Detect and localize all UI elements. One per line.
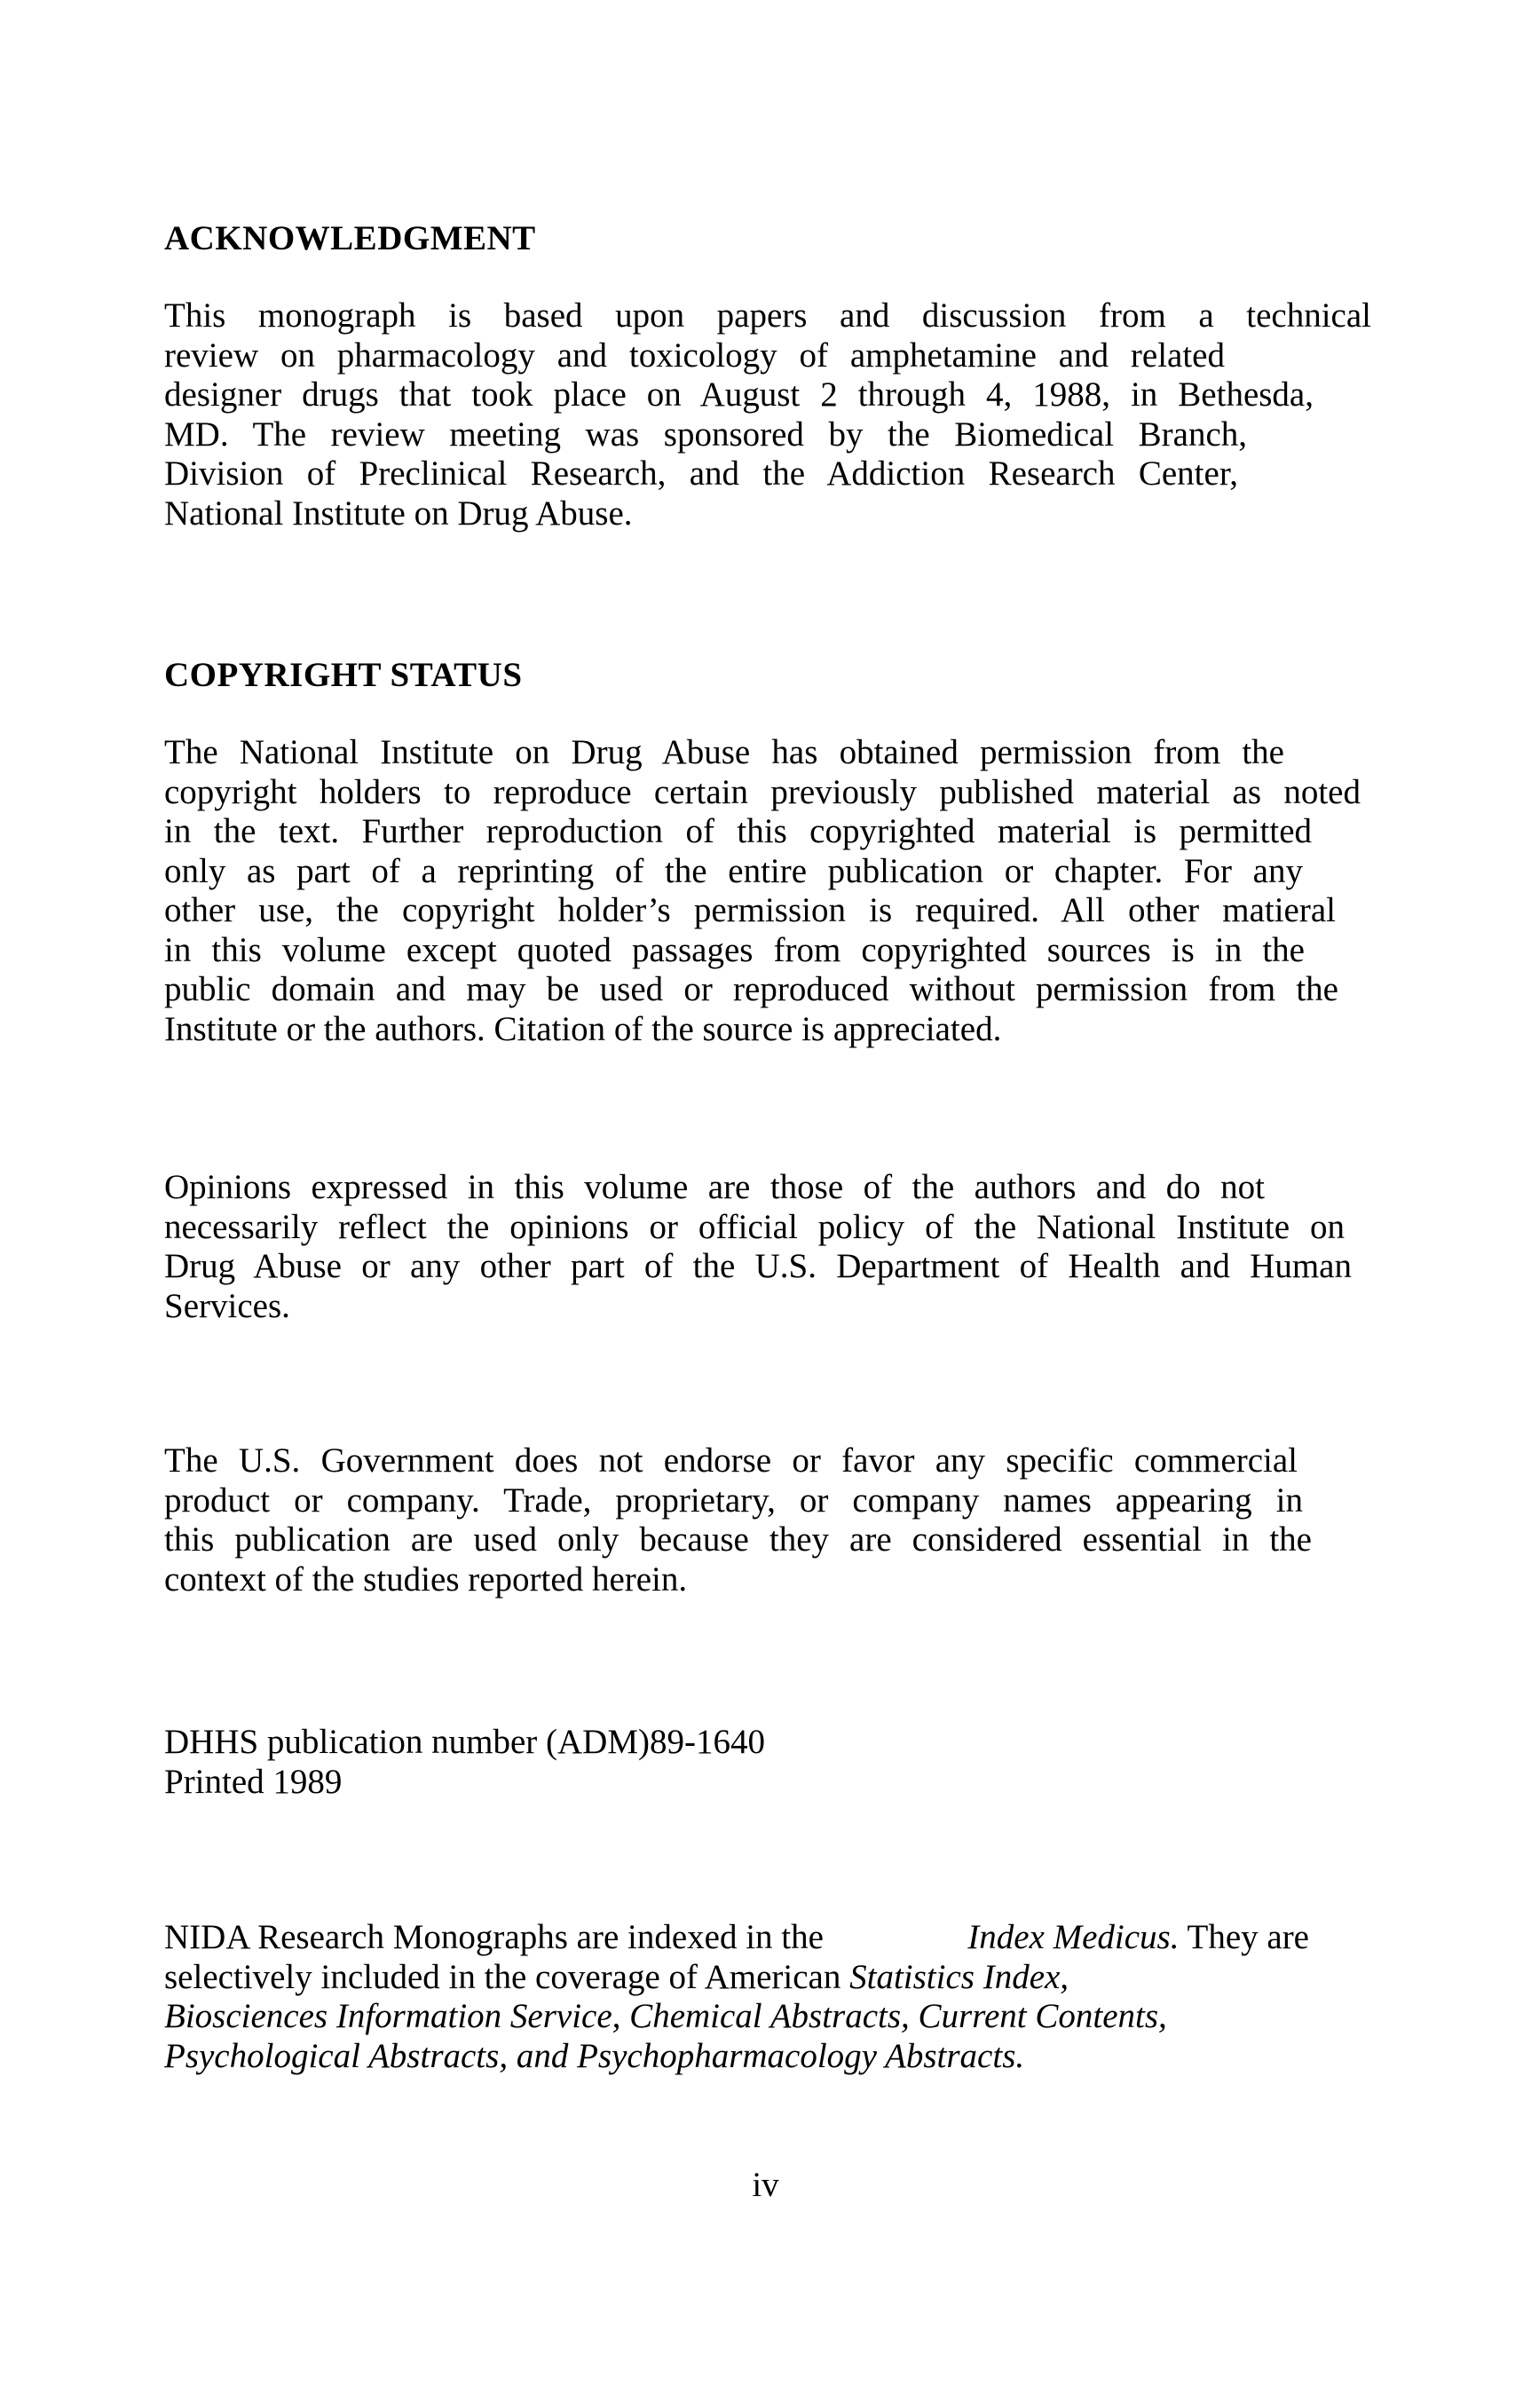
text-line: MD. The review meeting was sponsored by the Biomedical Branch, <box>164 414 1247 454</box>
opinions-paragraph <box>164 1168 1371 1326</box>
text-line: The National Institute on Drug Abuse has obtained permission from the <box>164 733 1284 771</box>
publication-info <box>164 1723 1371 1802</box>
acknowledgment-heading: ACKNOWLEDGMENT <box>164 219 536 257</box>
text-line: context of the studies reported herein. <box>164 1559 688 1599</box>
indexing-line3: Biosciences Information Service, Chemical Abstracts, Current Contents, <box>164 1997 1167 2035</box>
text-line: other use, the copyright holder’s permission is required. All other matieral <box>164 891 1336 929</box>
text-line: National Institute on Drug Abuse. <box>164 493 633 533</box>
publication-number: DHHS publication number (ADM)89-1640 <box>164 1723 765 1761</box>
text-line: designer drugs that took place on August 2 through 4, 1988, in Bethesda, <box>164 375 1314 414</box>
index-medicus-title: Index Medicus. <box>967 1918 1180 1956</box>
printed-year: Printed 1989 <box>164 1762 343 1801</box>
text-line: review on pharmacology and toxicology of amphetamine and related <box>164 336 1225 375</box>
text-line: copyright holders to reproduce certain previously published material as noted <box>164 772 1361 811</box>
text-line: in the text. Further reproduction of this copyrighted material is permitted <box>164 812 1312 850</box>
page-number: iv <box>752 2166 779 2204</box>
indexing-line4: Psychological Abstracts, and Psychopharmacology Abstracts. <box>164 2036 1025 2075</box>
text-line: This monograph is based upon papers and discussion from a technical <box>164 296 1371 335</box>
endorsement-paragraph <box>164 1441 1371 1599</box>
text-line: Opinions expressed in this volume are those of the authors and do not <box>164 1168 1265 1206</box>
indexing-line1-prefix: NIDA Research Monographs are indexed in the <box>164 1918 833 1956</box>
text-line: Division of Preclinical Research, and the Addiction Research Center, <box>164 454 1238 493</box>
indexing-paragraph <box>164 1918 1371 2076</box>
text-line: product or company. Trade, proprietary, or company names appearing in <box>164 1480 1303 1520</box>
indexing-line1-suffix: They are <box>1179 1918 1309 1956</box>
text-line: necessarily reflect the opinions or official policy of the National Institute on <box>164 1207 1345 1246</box>
text-line: in this volume except quoted passages from copyrighted sources is in the <box>164 930 1305 969</box>
text-line: The U.S. Government does not endorse or favor any specific commercial <box>164 1441 1298 1480</box>
text-line <box>164 1918 1309 1958</box>
text-line: Institute or the authors. Citation of the source is appreciated. <box>164 1009 1002 1048</box>
text-line: Services. <box>164 1286 290 1325</box>
acknowledgment-paragraph <box>164 296 1371 533</box>
text-line <box>164 1958 1371 1998</box>
statistics-index-title: Statistics Index, <box>849 1957 1069 1996</box>
copyright-paragraph <box>164 733 1371 1049</box>
text-line: only as part of a reprinting of the entire publication or chapter. For any <box>164 851 1303 890</box>
copyright-heading: COPYRIGHT STATUS <box>164 656 523 694</box>
text-line: this publication are used only because they are considered essential in the <box>164 1520 1312 1559</box>
indexing-line2-prefix: selectively included in the coverage of American <box>164 1957 850 1996</box>
text-line: public domain and may be used or reproduced without permission from the <box>164 970 1338 1008</box>
text-line: Drug Abuse or any other part of the U.S. Department of Health and Human <box>164 1247 1352 1285</box>
